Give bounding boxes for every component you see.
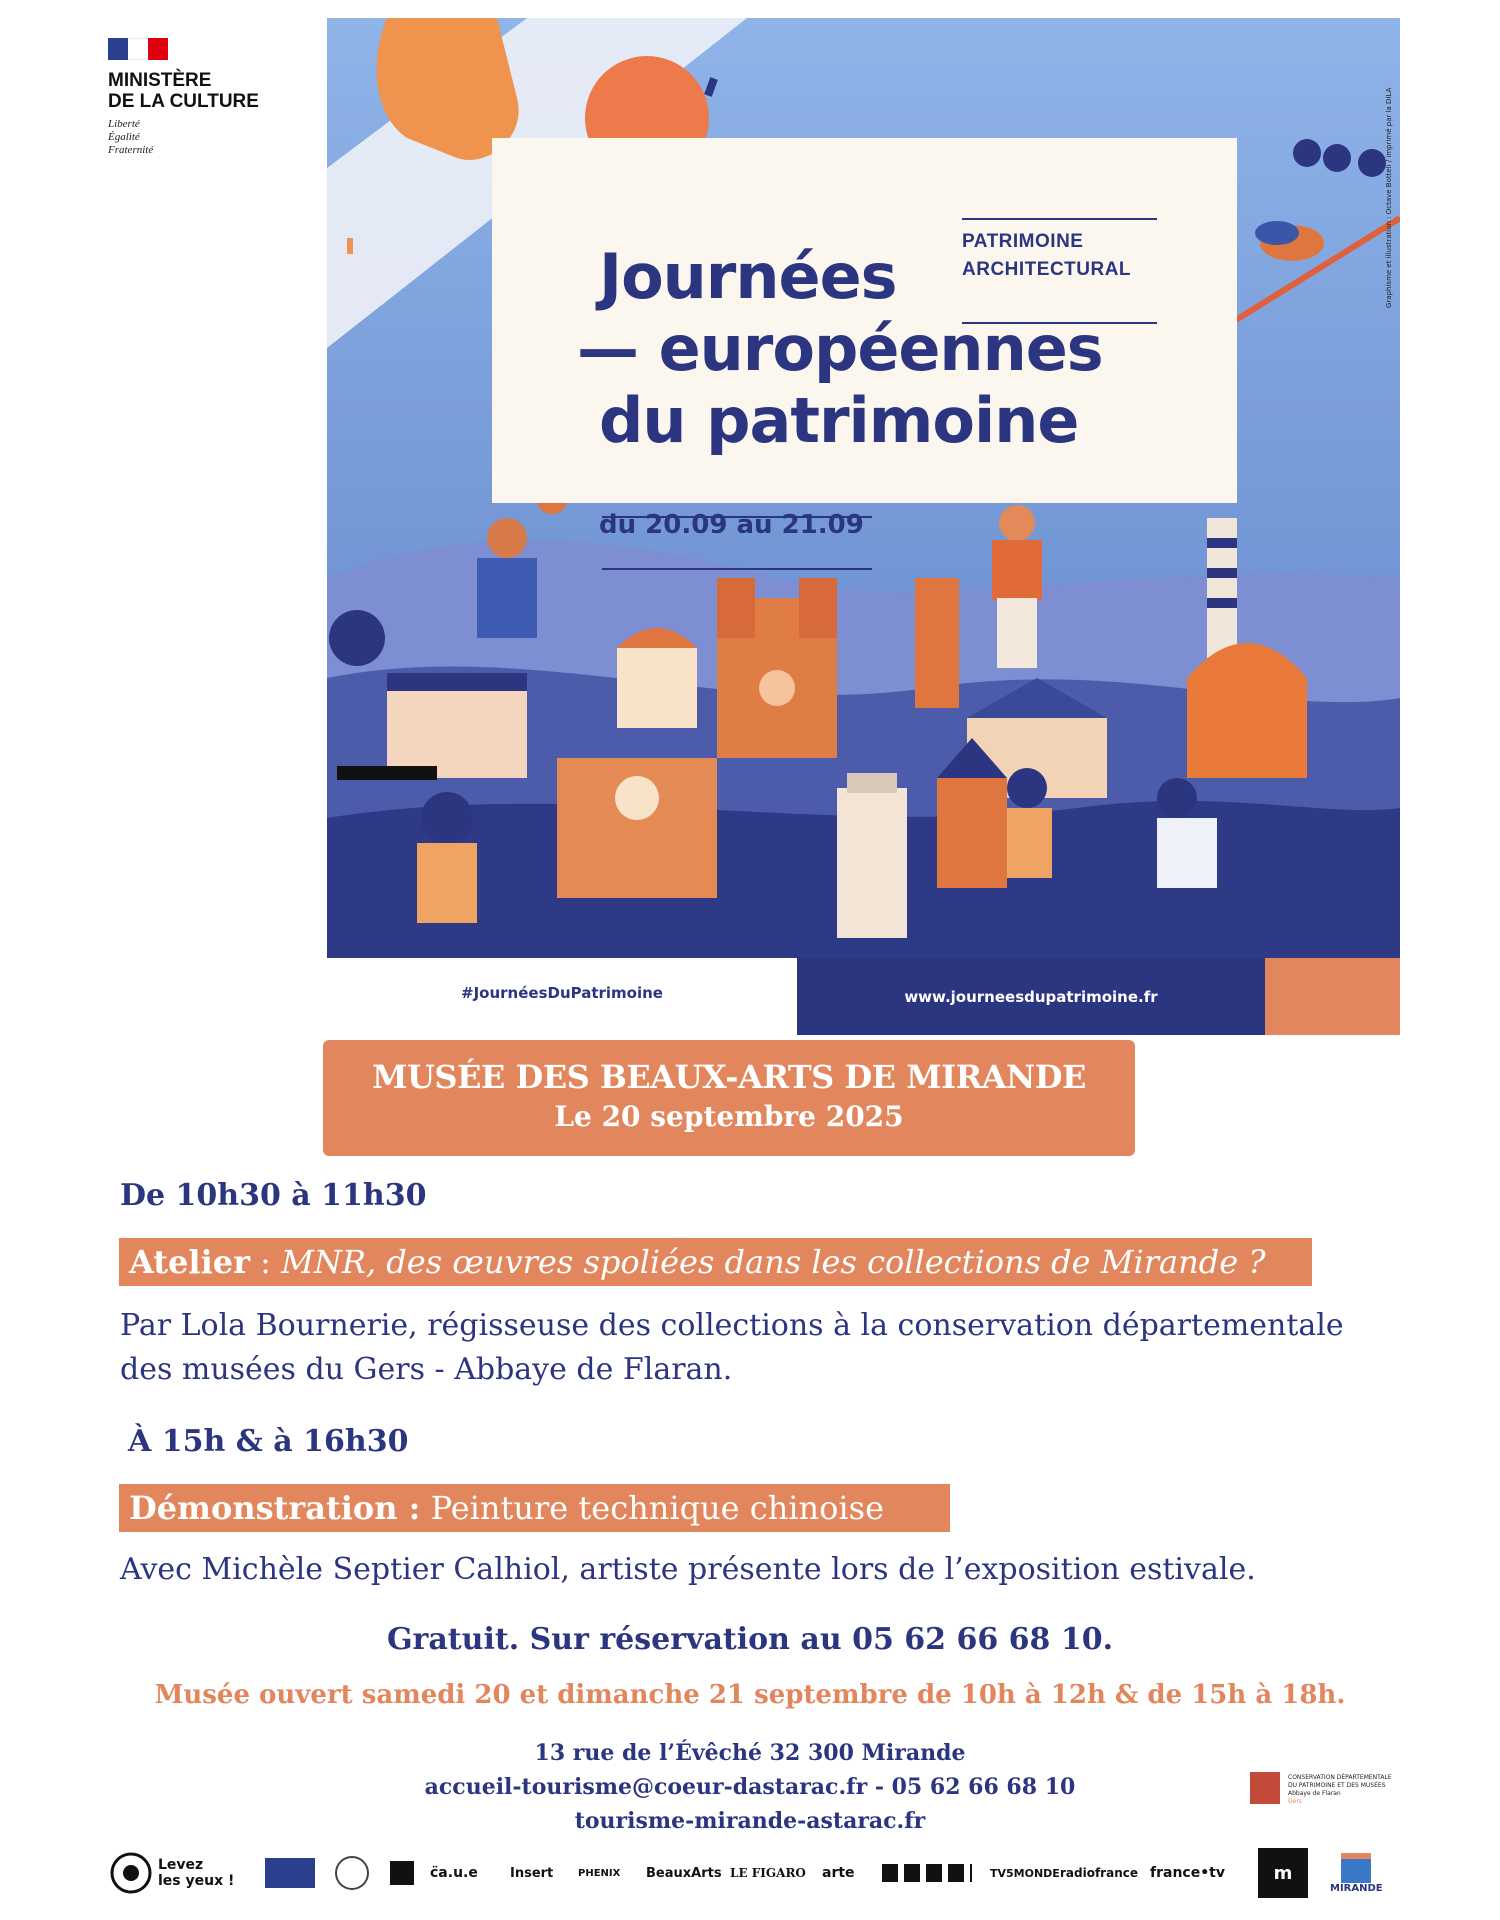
event1-description-line1: Par Lola Bournerie, régisseuse des collections à la conservation départementale <box>120 1308 1344 1343</box>
motto-egalite: Égalité <box>108 131 140 143</box>
event1-separator: : <box>249 1243 282 1281</box>
dept-logo-line1: CONSERVATION DÉPARTEMENTALE <box>1288 1774 1392 1781</box>
arte-logo: arte <box>822 1865 855 1881</box>
tv5monde-logo: TV5MONDE <box>990 1866 1060 1880</box>
france-media-icon <box>882 1845 972 1901</box>
poster-title-line3: du patrimoine <box>599 384 1079 457</box>
reservation-info: Gratuit. Sur réservation au 05 62 66 68 10. <box>386 1622 1114 1657</box>
event2-time: À 15h & à 16h30 <box>128 1424 409 1459</box>
event2-label: Démonstration : <box>129 1489 421 1527</box>
unesco-icon <box>390 1845 414 1901</box>
mirande-logo <box>1330 1845 1383 1901</box>
phenix-logo: PHENIX <box>578 1867 621 1879</box>
mirande-text: MIRANDE <box>1330 1882 1383 1894</box>
ministry-logo <box>108 38 308 157</box>
ministry-name-line1: MINISTÈRE <box>108 70 212 91</box>
poster-theme <box>962 228 1131 284</box>
m-logo-text: m <box>1258 1848 1308 1898</box>
beauxarts-logo: BeauxArts <box>646 1865 722 1881</box>
eu-flag-icon <box>265 1845 315 1901</box>
french-flag-icon <box>108 38 168 60</box>
m-museum-logo <box>1258 1845 1308 1901</box>
levez-line1: Levez <box>158 1857 204 1873</box>
contact-website[interactable]: tourisme-mirande-astarac.fr <box>574 1808 926 1834</box>
event1-title: MNR, des œuvres spoliées dans les collections de Mirande ? <box>281 1243 1266 1281</box>
caue-logo: c̈a.u.e <box>430 1865 478 1881</box>
dept-logo-line3: Abbaye de Flaran <box>1288 1790 1341 1797</box>
levez-line2: les yeux ! <box>158 1873 235 1889</box>
event1-label: Atelier <box>129 1243 250 1281</box>
mirande-icon <box>1341 1853 1371 1883</box>
event1-time: De 10h30 à 11h30 <box>120 1178 427 1213</box>
insert-logo: Insert <box>510 1865 554 1881</box>
poster-title-line1: Journées <box>599 240 897 313</box>
francetv-logo: france•tv <box>1150 1865 1225 1881</box>
contact-email-phone[interactable]: accueil-tourisme@coeur-dastarac.fr - 05 62 66 68 10 <box>424 1774 1076 1800</box>
department-conservation-logo <box>1250 1772 1400 1812</box>
poster-footer-accent <box>1265 958 1400 1035</box>
levez-les-yeux-logo <box>110 1845 240 1901</box>
partner-logos <box>110 1845 1400 1901</box>
event1-description <box>120 1304 1344 1392</box>
dept-logo-line4: Gers <box>1288 1798 1302 1805</box>
event2-title: Peinture technique chinoise <box>420 1489 884 1527</box>
event1-band <box>119 1238 1312 1286</box>
council-europe-icon <box>335 1845 369 1901</box>
ministry-name-line2: DE LA CULTURE <box>108 91 259 112</box>
event2-description: Avec Michèle Septier Calhiol, artiste présente lors de l’exposition estivale. <box>120 1552 1256 1587</box>
dept-logo-line2: DU PATRIMOINE ET DES MUSÉES <box>1288 1782 1386 1789</box>
venue-name: MUSÉE DES BEAUX-ARTS DE MIRANDE <box>372 1058 1086 1096</box>
venue-banner <box>323 1040 1135 1156</box>
poster-dates: du 20.09 au 21.09 <box>599 510 864 540</box>
le-figaro-logo: LE FIGARO <box>730 1866 806 1880</box>
opening-hours: Musée ouvert samedi 20 et dimanche 21 septembre de 10h à 12h & de 15h à 18h. <box>154 1680 1346 1710</box>
motto-fraternite: Fraternité <box>108 144 154 156</box>
event1-description-line2: des musées du Gers - Abbaye de Flaran. <box>120 1352 733 1387</box>
motto-liberte: Liberté <box>108 118 140 130</box>
venue-date: Le 20 septembre 2025 <box>554 1100 904 1133</box>
gers-department-icon <box>1250 1772 1280 1804</box>
poster-credit: Graphisme et illustration : Octave Botteli / imprimé par la DILA <box>1385 87 1393 308</box>
theme-line2: ARCHITECTURAL <box>962 259 1132 280</box>
poster-title-line2: — européennes <box>577 312 1103 385</box>
heritage-days-poster <box>327 18 1400 958</box>
event2-band <box>119 1484 950 1532</box>
poster-hashtag: #JournéesDuPatrimoine <box>327 958 797 1028</box>
eye-icon <box>110 1852 152 1894</box>
radiofrance-logo: radiofrance <box>1060 1866 1138 1880</box>
theme-line1: PATRIMOINE <box>962 231 1084 252</box>
poster-website-link[interactable]: www.journeesdupatrimoine.fr <box>797 958 1265 1035</box>
contact-address: 13 rue de l’Évêché 32 300 Mirande <box>534 1740 966 1766</box>
